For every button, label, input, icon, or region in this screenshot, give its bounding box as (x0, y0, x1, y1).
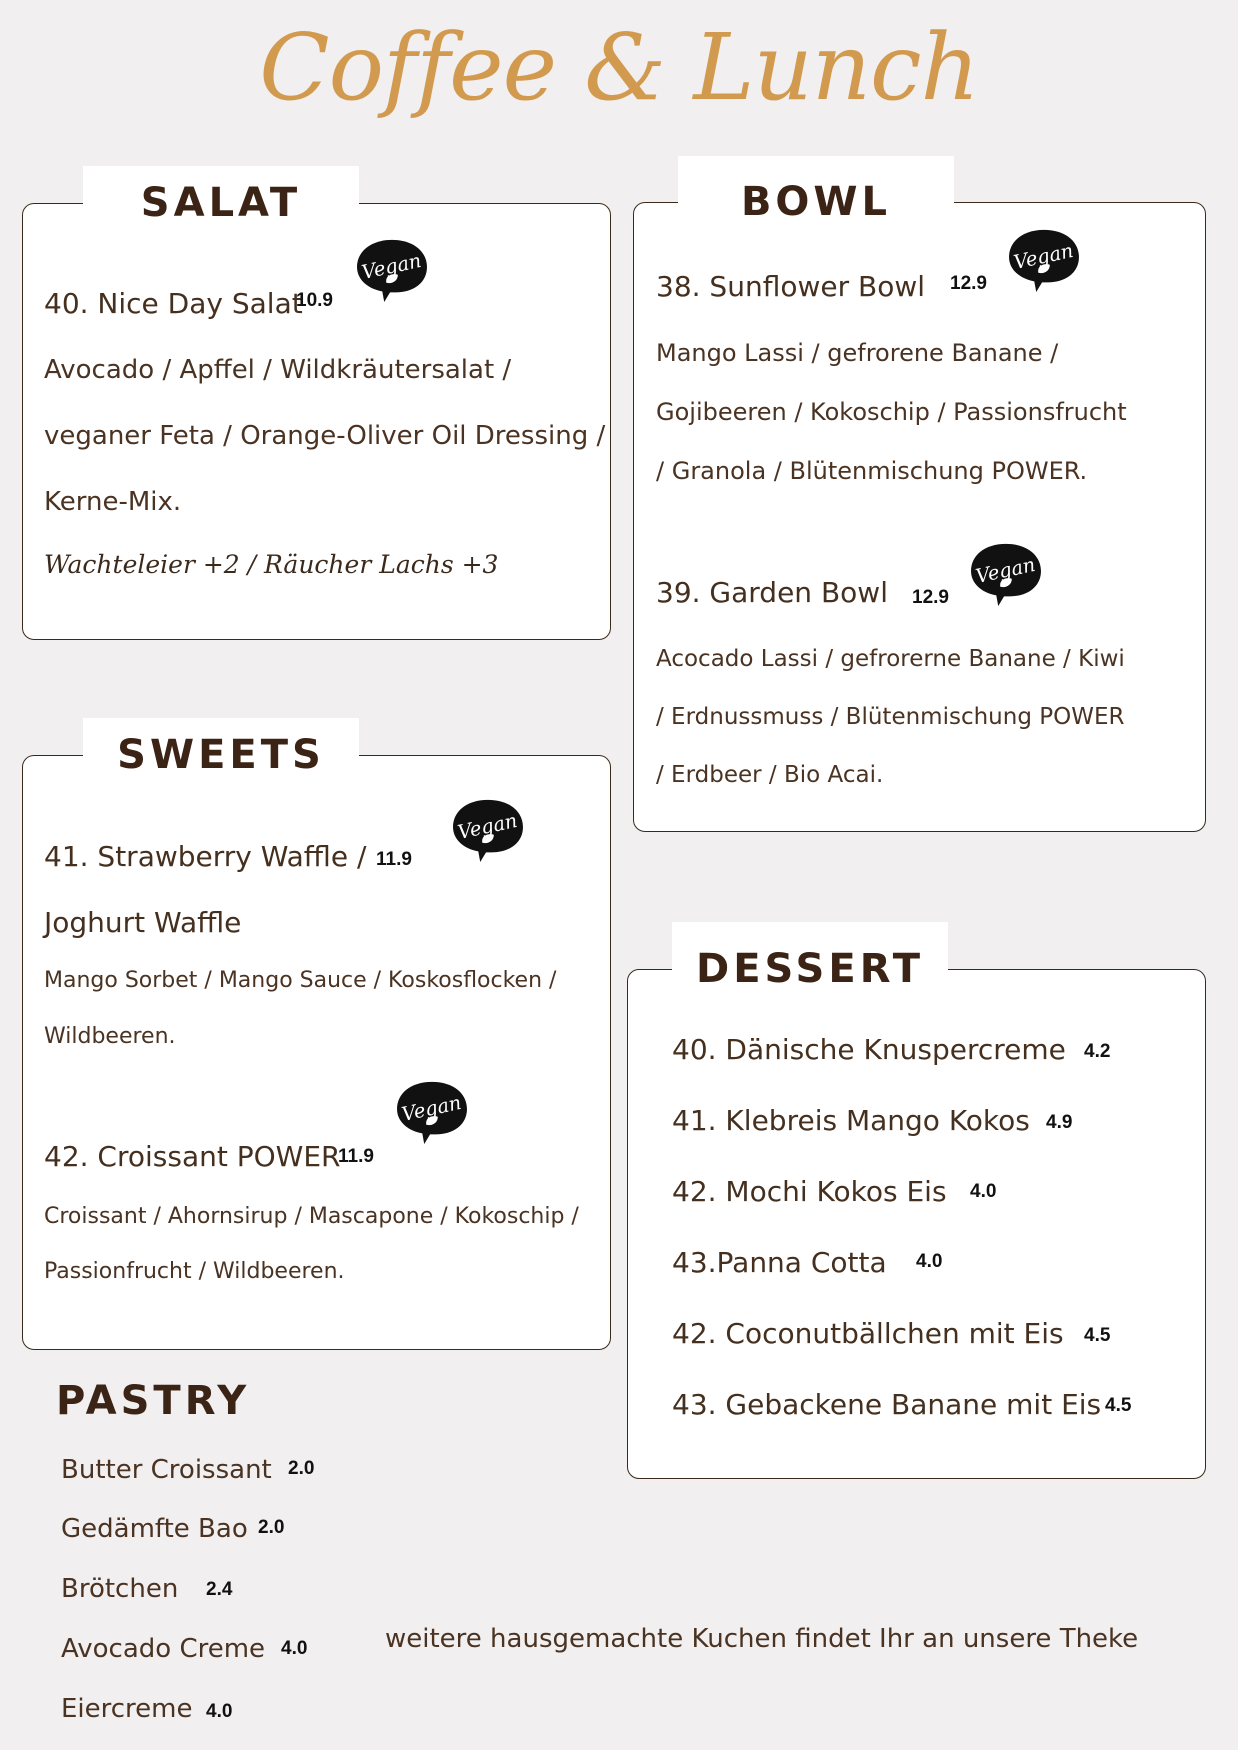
pastry-heading: PASTRY (56, 1378, 251, 1424)
bowl-desc-line: / Erdnussmuss / Blütenmischung POWER (656, 704, 1125, 730)
bowl-desc-line: / Granola / Blütenmischung POWER. (656, 457, 1088, 485)
pastry-item-price: 4.0 (281, 1638, 308, 1659)
salat-item-price: 10.9 (296, 290, 333, 311)
bowl-item-name: 39. Garden Bowl (656, 576, 888, 609)
pastry-item-price: 2.0 (288, 1458, 315, 1479)
salat-desc-line: Kerne-Mix. (44, 487, 182, 517)
menu-title: Coffee & Lunch (259, 14, 979, 121)
dessert-item-name: 40. Dänische Knuspercreme (672, 1033, 1066, 1066)
bowl-desc-line: Acocado Lassi / gefrorerne Banane / Kiwi (656, 646, 1125, 672)
salat-desc-line: veganer Feta / Orange-Oliver Oil Dressing / (44, 421, 606, 451)
pastry-item-price: 4.0 (206, 1701, 233, 1722)
vegan-badge-icon (968, 540, 1044, 608)
dessert-item-price: 4.2 (1084, 1041, 1111, 1062)
pastry-item-name: Brötchen (61, 1574, 179, 1604)
dessert-item-name: 41. Klebreis Mango Kokos (672, 1104, 1030, 1137)
pastry-item-name: Butter Croissant (61, 1455, 272, 1485)
dessert-item-name: 42. Mochi Kokos Eis (672, 1175, 947, 1208)
dessert-item-price: 4.5 (1105, 1395, 1132, 1416)
bowl-heading: BOWL (678, 156, 954, 222)
pastry-item-price: 2.4 (206, 1579, 233, 1600)
footer-note: weitere hausgemachte Kuchen findet Ihr an unsere Theke (385, 1624, 1139, 1654)
bowl-desc-line: / Erdbeer / Bio Acai. (656, 762, 884, 788)
dessert-item-name: 43.Panna Cotta (672, 1246, 887, 1279)
dessert-item-price: 4.0 (970, 1181, 997, 1202)
salat-desc-line: Avocado / Apffel / Wildkräutersalat / (44, 355, 512, 385)
bowl-item-price: 12.9 (912, 587, 949, 608)
sweets-item-name: Joghurt Waffle (44, 906, 242, 939)
bowl-item-name: 38. Sunflower Bowl (656, 270, 926, 303)
dessert-heading: DESSERT (672, 922, 948, 990)
sweets-item-name: 42. Croissant POWER (44, 1140, 341, 1173)
pastry-item-name: Eiercreme (61, 1694, 193, 1724)
sweets-item-name: 41. Strawberry Waffle / (44, 840, 367, 873)
vegan-badge-icon (394, 1078, 470, 1146)
sweets-desc-line: Croissant / Ahornsirup / Mascapone / Kokoschip / (44, 1204, 579, 1229)
vegan-badge-icon (354, 236, 430, 304)
vegan-badge-icon (450, 796, 526, 864)
pastry-item-price: 2.0 (258, 1517, 285, 1538)
dessert-item-name: 43. Gebackene Banane mit Eis (672, 1388, 1102, 1421)
salat-extras: Wachteleier +2 / Räucher Lachs +3 (44, 550, 499, 579)
salat-heading: SALAT (83, 166, 359, 226)
bowl-desc-line: Gojibeeren / Kokoschip / Passionsfrucht (656, 398, 1127, 426)
bowl-item-price: 12.9 (950, 273, 987, 294)
salat-item-name: 40. Nice Day Salat (44, 287, 303, 320)
sweets-item-price: 11.9 (338, 1146, 374, 1167)
sweets-desc-line: Passionfrucht / Wildbeeren. (44, 1259, 345, 1284)
pastry-item-name: Avocado Creme (61, 1634, 266, 1664)
sweets-heading: SWEETS (83, 718, 359, 778)
dessert-item-price: 4.5 (1084, 1325, 1111, 1346)
sweets-desc-line: Wildbeeren. (44, 1024, 176, 1049)
dessert-item-name: 42. Coconutbällchen mit Eis (672, 1317, 1064, 1350)
dessert-item-price: 4.9 (1046, 1112, 1073, 1133)
dessert-item-price: 4.0 (916, 1251, 943, 1272)
sweets-item-price: 11.9 (376, 849, 412, 870)
sweets-desc-line: Mango Sorbet / Mango Sauce / Koskosflocken / (44, 968, 557, 993)
pastry-item-name: Gedämfte Bao (61, 1514, 248, 1544)
bowl-desc-line: Mango Lassi / gefrorene Banane / (656, 339, 1059, 367)
vegan-badge-icon (1006, 226, 1082, 294)
